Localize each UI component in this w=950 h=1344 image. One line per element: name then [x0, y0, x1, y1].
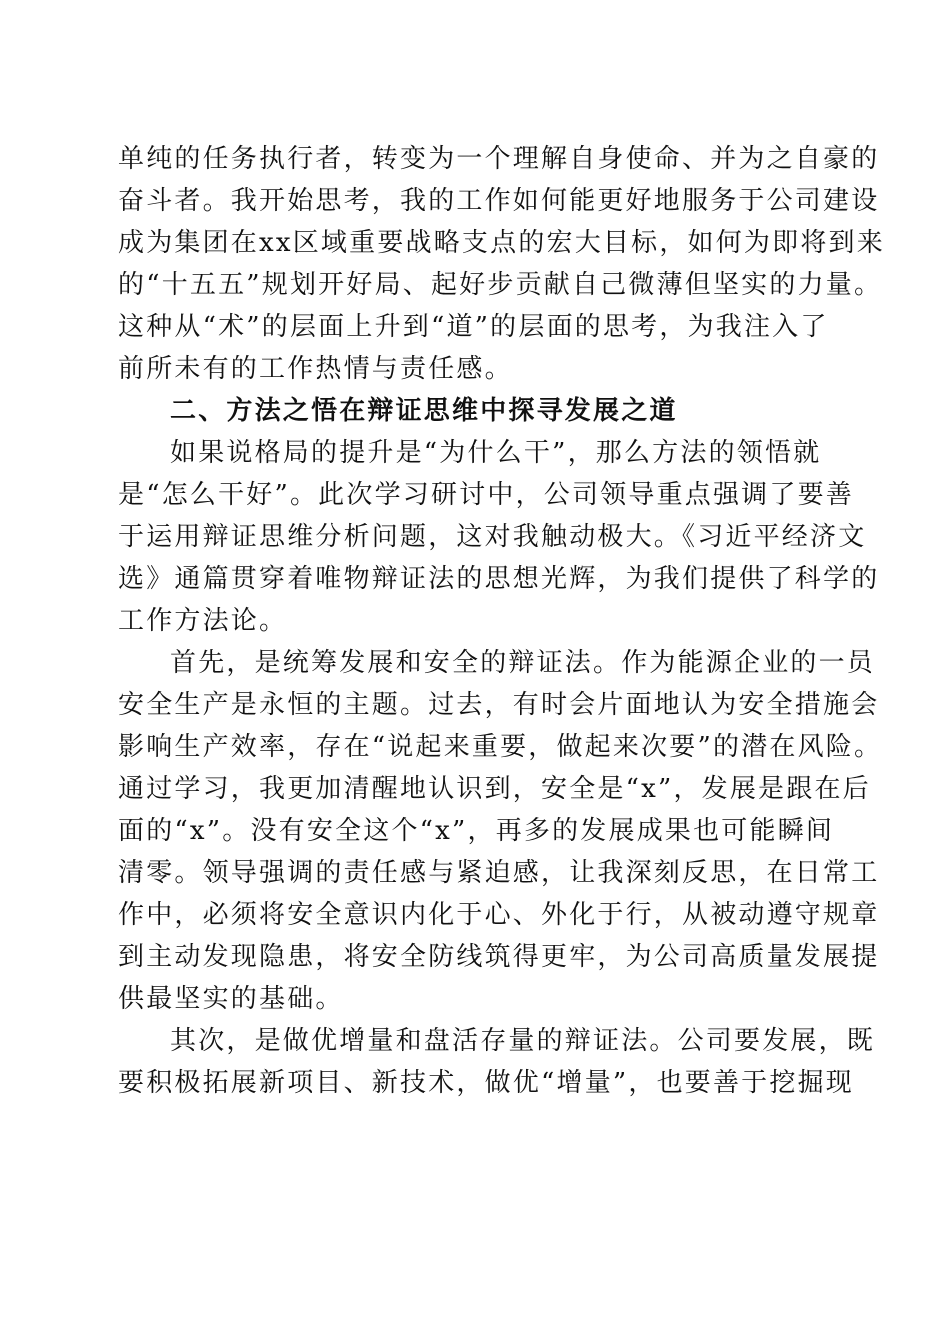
text-line: 奋斗者。我开始思考，我的工作如何能更好地服务于公司建设 — [118, 186, 880, 216]
text-line: 成为集团在xx区域重要战略支点的宏大目标，如何为即将到来 — [118, 228, 885, 258]
paragraph-1 — [118, 138, 885, 390]
text-line: 面的“x”。没有安全这个“x”，再多的发展成果也可能瞬间 — [118, 816, 835, 846]
paragraph-4 — [118, 1020, 876, 1104]
text-line: 其次，是做优增量和盘活存量的辩证法。公司要发展，既 — [170, 1026, 876, 1056]
text-line: 影响生产效率，存在“说起来重要，做起来次要”的潜在风险。 — [118, 732, 883, 762]
text-line: 前所未有的工作热情与责任感。 — [118, 354, 513, 384]
text-line: 工作方法论。 — [118, 606, 288, 636]
document-page — [118, 138, 885, 1104]
text-line: 到主动发现隐患，将安全防线筑得更牢，为公司高质量发展提 — [118, 942, 880, 972]
text-line: 清零。领导强调的责任感与紧迫感，让我深刻反思，在日常工 — [118, 858, 880, 888]
paragraph-3 — [118, 642, 883, 1020]
text-line: 安全生产是永恒的主题。过去，有时会片面地认为安全措施会 — [118, 690, 880, 720]
section-heading — [118, 390, 830, 432]
text-line: 单纯的任务执行者，转变为一个理解自身使命、并为之自豪的 — [118, 144, 880, 174]
text-line: 于运用辩证思维分析问题，这对我触动极大。《习近平经济文 — [118, 522, 867, 552]
text-line: 这种从“术”的层面上升到“道”的层面的思考，为我注入了 — [118, 312, 829, 342]
paragraph-2 — [118, 432, 880, 642]
section-heading-text: 二、方法之悟在辩证思维中探寻发展之道 — [170, 396, 678, 426]
text-line: 作中，必须将安全意识内化于心、外化于行，从被动遵守规章 — [118, 900, 880, 930]
text-line: 首先，是统筹发展和安全的辩证法。作为能源企业的一员 — [170, 648, 876, 678]
text-line: 通过学习，我更加清醒地认识到，安全是“x”，发展是跟在后 — [118, 774, 871, 804]
text-line: 如果说格局的提升是“为什么干”，那么方法的领悟就 — [170, 438, 822, 468]
text-line: 选》通篇贯穿着唯物辩证法的思想光辉，为我们提供了科学的 — [118, 564, 880, 594]
text-line: 是“怎么干好”。此次学习研讨中，公司领导重点强调了要善 — [118, 480, 854, 510]
text-line: 供最坚实的基础。 — [118, 984, 344, 1014]
text-line: 的“十五五”规划开好局、起好步贡献自己微薄但坚实的力量。 — [118, 270, 883, 300]
text-line: 要积极拓展新项目、新技术，做优“增量”，也要善于挖掘现 — [118, 1068, 854, 1098]
